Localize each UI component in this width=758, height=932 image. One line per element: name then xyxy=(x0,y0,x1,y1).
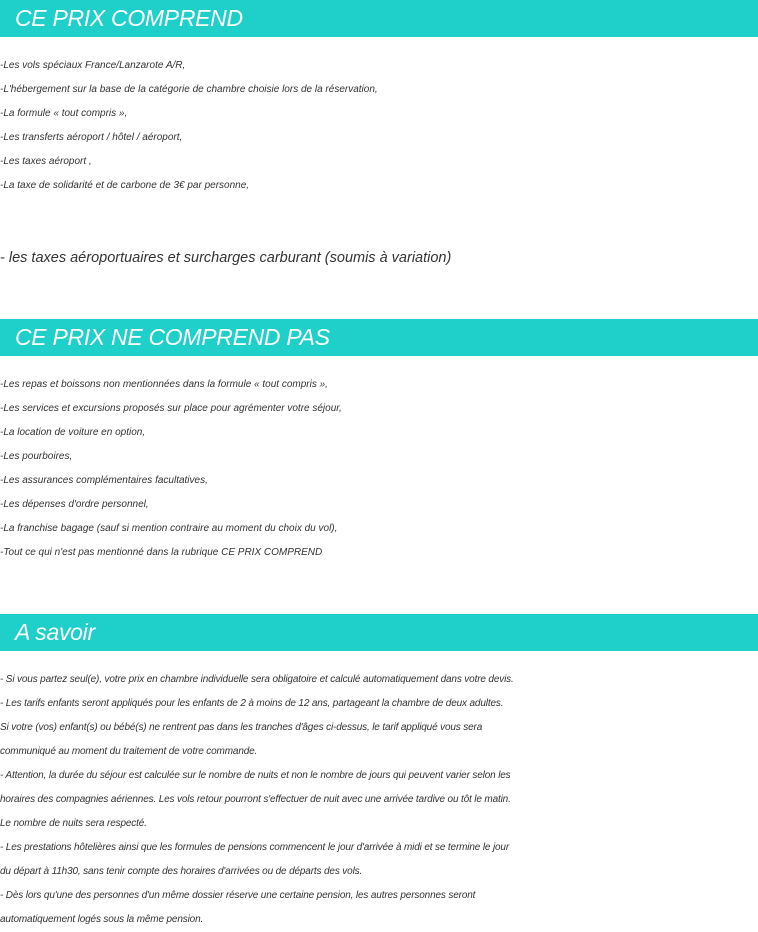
list-item: -La taxe de solidarité et de carbone de 3€ par personne, xyxy=(0,180,250,191)
list-item: - Dès lors qu'une des personnes d'un même dossier réserve une certaine pension, les autres personnes seront xyxy=(0,890,476,901)
included-note: - les taxes aéroportuaires et surcharges carburant (soumis à variation) xyxy=(0,250,452,266)
section-title-not-included: CE PRIX NE COMPREND PAS xyxy=(15,324,330,350)
list-item: du départ à 11h30, sans tenir compte des horaires d'arrivées ou de départs des vols. xyxy=(0,866,363,877)
list-item: automatiquement logés sous la même pension. xyxy=(0,914,204,925)
list-item: - Si vous partez seul(e), votre prix en chambre individuelle sera obligatoire et calculé automatiquement dans votre devis. xyxy=(0,674,514,685)
list-item: -La location de voiture en option, xyxy=(0,427,146,438)
included-list xyxy=(0,54,758,198)
list-item: Le nombre de nuits sera respecté. xyxy=(0,818,147,829)
section-title-a-savoir: A savoir xyxy=(15,619,95,645)
list-item: Si votre (vos) enfant(s) ou bébé(s) ne rentrent pas dans les tranches d'âges ci-dessus, le tarif appliqué vous sera xyxy=(0,722,483,733)
section-header-included xyxy=(0,0,758,37)
section-header-not-included xyxy=(0,319,758,356)
list-item: - Les tarifs enfants seront appliqués pour les enfants de 2 à moins de 12 ans, partageant la chambre de deux adultes. xyxy=(0,698,504,709)
not-included-list xyxy=(0,373,758,565)
list-item: -Les taxes aéroport , xyxy=(0,156,92,167)
list-item: -L'hébergement sur la base de la catégorie de chambre choisie lors de la réservation, xyxy=(0,84,378,95)
list-item: -La franchise bagage (sauf si mention contraire au moment du choix du vol), xyxy=(0,523,338,534)
list-item: communiqué au moment du traitement de votre commande. xyxy=(0,746,258,757)
list-item: -Les pourboires, xyxy=(0,451,73,462)
list-item: -Les transferts aéroport / hôtel / aéroport, xyxy=(0,132,183,143)
list-item: horaires des compagnies aériennes. Les vols retour pourront s'effectuer de nuit avec une arrivée tardive ou tôt le matin. xyxy=(0,794,511,805)
section-header-a-savoir xyxy=(0,614,758,651)
list-item: -Les repas et boissons non mentionnées dans la formule « tout compris », xyxy=(0,379,328,390)
list-item: - Attention, la durée du séjour est calculée sur le nombre de nuits et non le nombre de jours qui peuvent varier selon les xyxy=(0,770,511,781)
section-title-included: CE PRIX COMPREND xyxy=(15,5,243,31)
list-item: - Les prestations hôtelières ainsi que les formules de pensions commencent le jour d'arrivée à midi et se termine le jour xyxy=(0,842,510,853)
list-item: -Les dépenses d'ordre personnel, xyxy=(0,499,149,510)
list-item: -Les assurances complémentaires facultatives, xyxy=(0,475,208,486)
list-item: -Tout ce qui n'est pas mentionné dans la rubrique CE PRIX COMPREND xyxy=(0,547,323,558)
list-item: -La formule « tout compris », xyxy=(0,108,128,119)
list-item: -Les services et excursions proposés sur place pour agrémenter votre séjour, xyxy=(0,403,342,414)
a-savoir-list xyxy=(0,668,758,932)
list-item: -Les vols spéciaux France/Lanzarote A/R, xyxy=(0,60,186,71)
